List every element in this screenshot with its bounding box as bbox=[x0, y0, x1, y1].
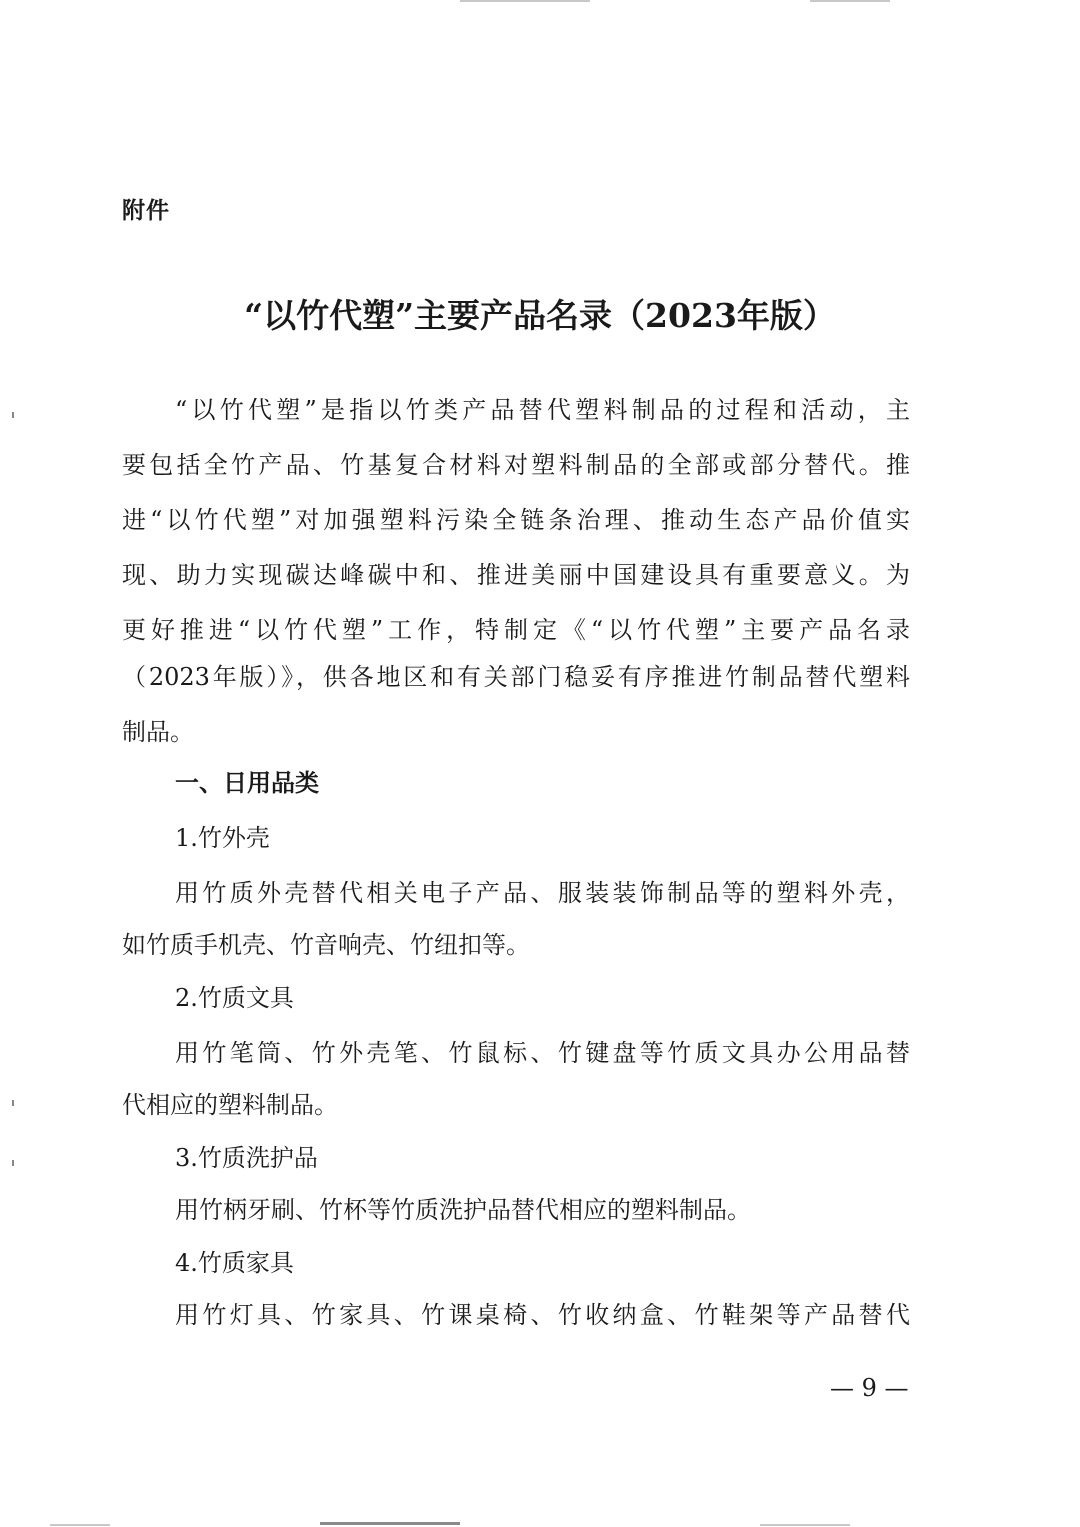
item-text: 用竹柄牙刷、竹杯等竹质洗护品替代相应的塑料制品。 bbox=[175, 1196, 751, 1224]
section-heading: 一、日用品类 bbox=[175, 769, 319, 797]
intro-line: 进“以竹代塑”对加强塑料污染全链条治理、推动生态产品价值实 bbox=[122, 506, 910, 534]
item-text: 用竹笔筒、竹外壳笔、竹鼠标、竹键盘等竹质文具办公用品替 bbox=[175, 1039, 910, 1067]
item-text: 代相应的塑料制品。 bbox=[122, 1091, 338, 1119]
item-title: 1.竹外壳 bbox=[175, 824, 270, 852]
intro-line: 更好推进“以竹代塑”工作，特制定《“以竹代塑”主要产品名录 bbox=[122, 616, 910, 644]
item-title: 3.竹质洗护品 bbox=[175, 1144, 318, 1172]
margin-mark bbox=[12, 1160, 14, 1166]
intro-line: “以竹代塑”是指以竹类产品替代塑料制品的过程和活动，主 bbox=[175, 396, 910, 424]
scan-line-bottom bbox=[50, 1524, 110, 1526]
scan-line-top bbox=[810, 0, 890, 2]
attachment-label: 附件 bbox=[122, 198, 170, 224]
document-title: “以竹代塑”主要产品名录（2023年版） bbox=[244, 296, 836, 335]
scan-line-bottom bbox=[760, 1524, 850, 1526]
item-title: 2.竹质文具 bbox=[175, 984, 294, 1012]
item-title: 4.竹质家具 bbox=[175, 1249, 294, 1277]
intro-line: 制品。 bbox=[122, 718, 194, 746]
scan-line-bottom bbox=[320, 1522, 460, 1525]
margin-mark bbox=[12, 1100, 14, 1106]
intro-line: （2023年版）》，供各地区和有关部门稳妥有序推进竹制品替代塑料 bbox=[122, 663, 910, 691]
item-text: 如竹质手机壳、竹音响壳、竹纽扣等。 bbox=[122, 931, 530, 959]
intro-line: 现、助力实现碳达峰碳中和、推进美丽中国建设具有重要意义。为 bbox=[122, 561, 910, 589]
item-text: 用竹质外壳替代相关电子产品、服装装饰制品等的塑料外壳， bbox=[175, 879, 910, 907]
item-text: 用竹灯具、竹家具、竹课桌椅、竹收纳盒、竹鞋架等产品替代 bbox=[175, 1301, 910, 1329]
margin-mark bbox=[12, 412, 14, 418]
page-number: — 9 — bbox=[830, 1374, 909, 1402]
scan-line-top bbox=[460, 0, 590, 2]
intro-line: 要包括全竹产品、竹基复合材料对塑料制品的全部或部分替代。推 bbox=[122, 451, 910, 479]
